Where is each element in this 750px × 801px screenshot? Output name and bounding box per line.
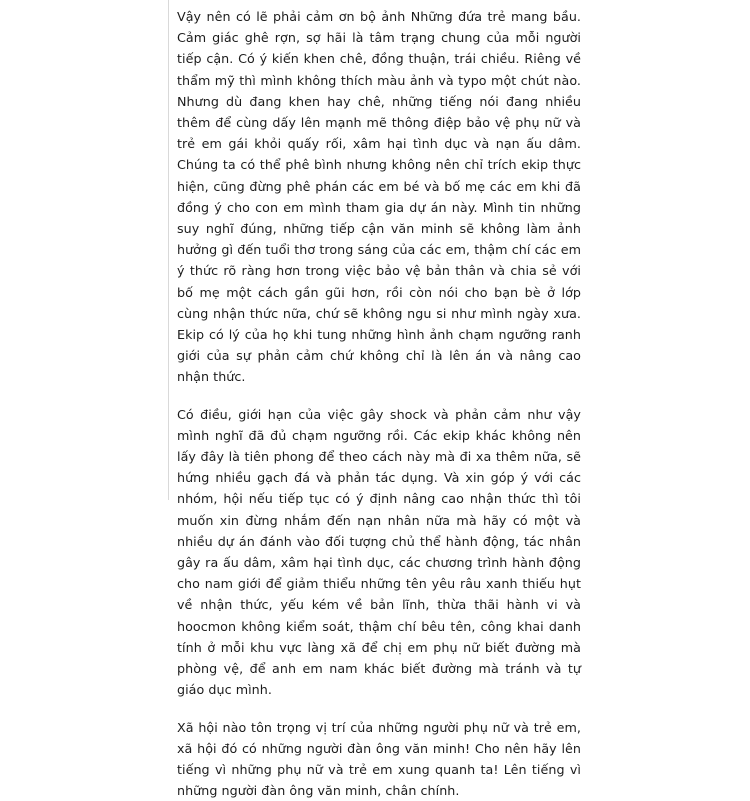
paragraph: Có điều, giới hạn của việc gây shock và phản cảm như vậy mình nghĩ đã đủ chạm ngưỡng rồi. Các ekip khác không nên lấy đây là tiên phong để theo cách này mà đi xa thêm nữa, sẽ hứng nhiều gạch đá và phản tác dụng. Và xin góp ý với các nhóm, hội nếu tiếp tục có ý định nâng cao nhận thức thì tôi muốn xin đừng nhắm đến nạn nhân nữa mà hãy có một và nhiều dự án đánh vào đối tượng chủ thể hành động, tác nhân gây ra ấu dâm, xâm hại tình dục, các chương trình hành động cho nam giới để giảm thiểu những tên yêu râu xanh thiếu hụt về nhận thức, yếu kém về bản lĩnh, thừa thãi hành vi và hoocmon không kiểm soát, thậm chí bêu tên, công khai danh tính ở mỗi khu vực làng xã để chị em phụ nữ biết đường mà phòng vệ, để anh em nam khác biết đường mà tránh và tự giáo dục mình. [177,404,581,701]
article-body [177,6,581,801]
left-margin-divider [168,0,169,500]
paragraph: Vậy nên có lẽ phải cảm ơn bộ ảnh Những đứa trẻ mang bầu. Cảm giác ghê rợn, sợ hãi là tâm trạng chung của mỗi người tiếp cận. Có ý kiến khen chê, đồng thuận, trái chiều. Riêng về thẩm mỹ thì mình không thích màu ảnh và typo một chút nào. Nhưng dù đang khen hay chê, những tiếng nói đang nhiều thêm để cùng dấy lên mạnh mẽ thông điệp bảo vệ phụ nữ và trẻ em gái khỏi quấy rối, xâm hại tình dục và nạn ấu dâm. Chúng ta có thể phê bình nhưng không nên chỉ trích ekip thực hiện, cũng đừng phê phán các em bé và bố mẹ các em khi đã đồng ý cho con em mình tham gia dự án này. Mình tin những suy nghĩ đúng, những tiếp cận văn minh sẽ không làm ảnh hưởng gì đến tuổi thơ trong sáng của các em, thậm chí các em ý thức rõ ràng hơn trong việc bảo vệ bản thân và chia sẻ với bố mẹ một cách gần gũi hơn, rồi còn nói cho bạn bè ở lớp cùng nhận thức nữa, chứ sẽ không ngu si như mình ngày xưa. Ekip có lý của họ khi tung những hình ảnh chạm ngưỡng ranh giới của sự phản cảm chứ không chỉ là lên án và nâng cao nhận thức. [177,6,581,388]
paragraph: Xã hội nào tôn trọng vị trí của những người phụ nữ và trẻ em, xã hội đó có những người đàn ông văn minh! Cho nên hãy lên tiếng vì những phụ nữ và trẻ em xung quanh ta! Lên tiếng vì những người đàn ông văn minh, chân chính. [177,717,581,801]
